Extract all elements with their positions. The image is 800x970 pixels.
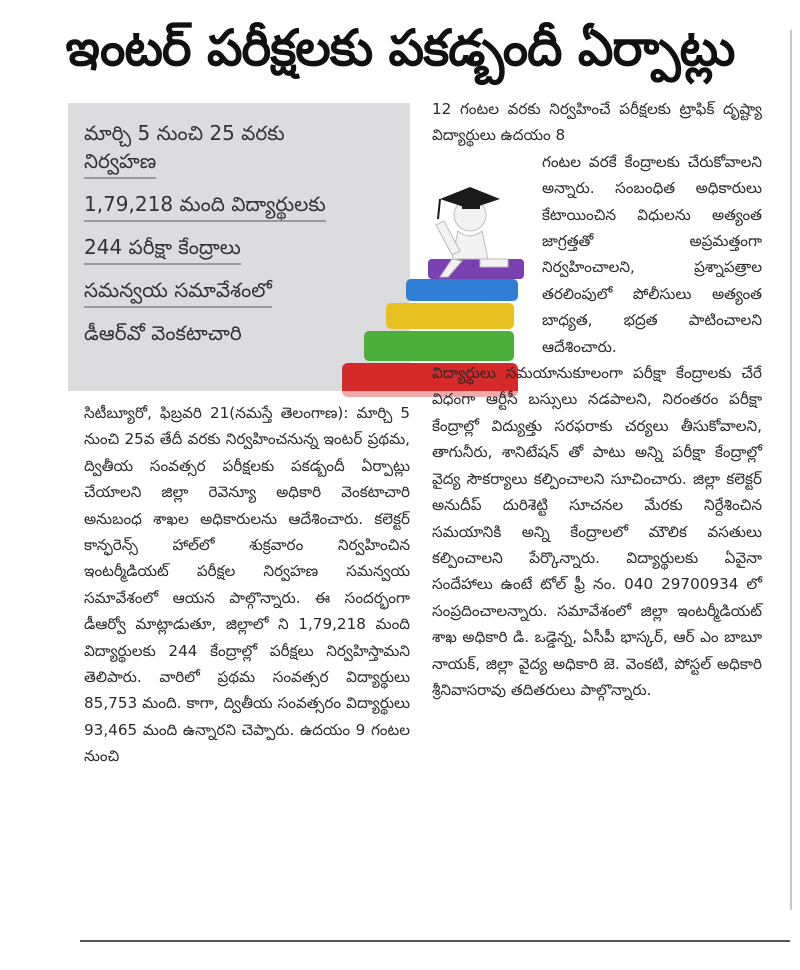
summary-line: 244 పరీక్షా కేంద్రాలు	[84, 233, 241, 265]
summary-line: డీఆర్‌వో వెంకటాచారి	[84, 321, 242, 345]
summary-line: సమన్వయ సమావేశంలో	[84, 276, 272, 308]
body-text: విద్యార్థులు సమయానుకూలంగా పరీక్షా కేంద్రాలకు చేరే విధంగా ఆర్టీసీ బస్సులు నడపాలని, నిరంతరం పరీక్షా కేంద్రాల్లో విద్యుత్తు సరఫరాకు చర్యలు తీసుకోవాలని, తాగునీరు, శానిటేషన్ తో పాటు అన్ని పరీక్షా కేంద్రాల్లో వైద్య సౌకర్యాలు కల్పించాలని సూచించారు. జిల్లా కలెక్టర్ అనుదీప్ దురిశెట్టి సూచనల మేరకు నిర్దేశించిన సమయానికి అన్ని కేంద్రాలలో మౌలిక వసతులు కల్పించాలని పేర్కొన్నారు. విద్యార్థులకు ఏవైనా సందేహాలు ఉంటే టోల్ ఫ్రీ నం. 040 29700934 లో సంప్రదించాలన్నారు. సమావేశంలో జిల్లా ఇంటర్మీడియట్ శాఖ అధికారి డి. ఒడ్డెన్న, ఏసీపీ భాస్కర్, ఆర్ ఎం బాబూ నాయక్, జిల్లా వైద్య అధికారి జె. వెంకటి, పోస్టల్ అధికారి శ్రీనివాసరావు తదితరులు పాల్గొన్నారు.	[432, 364, 762, 699]
headline: ఇంటర్ పరీక్షలకు పకడ్బందీ ఏర్పాట్లు	[65, 19, 735, 77]
summary-line: నిర్వహణ	[84, 147, 156, 179]
body-text: సిటీబ్యూరో, ఫిబ్రవరి 21(నమస్తే తెలంగాణ): మార్చి 5 నుంచి 25వ తేదీ వరకు నిర్వహించనున్న ఇంటర్ ప్రథమ, ద్వితీయ సంవత్సర పరీక్షలకు పకడ్బందీ ఏర్పాట్లు చేయాలని జిల్లా రెవెన్యూ అధికారి వెంకటాచారి అనుబంధ శాఖల అధికారులను ఆదేశించారు. కలెక్టర్ కాన్ఫరెన్స్ హాల్‌లో శుక్రవారం నిర్వహించిన ఇంటర్మీడియట్ పరీక్షల నిర్వహణ సమన్వయ సమావేశంలో ఆయన పాల్గొన్నారు. ఈ సందర్భంగా డీఆర్వో మాట్లాడుతూ, జిల్లాలో ని 1,79,218 మంది విద్యార్థులకు 244 కేంద్రాల్లో పరీక్షలు నిర్వహిస్తామని తెలిపారు. వారిలో ప్రథమ సంవత్సర విద్యార్థులు 85,753 మంది. కాగా, ద్వితీయ సంవత్సరం విద్యార్థులు 93,465 మంది ఉన్నారని చెప్పారు. ఉదయం 9 గంటల నుంచి	[84, 404, 410, 766]
column-divider	[790, 30, 792, 910]
summary-line: 1,79,218 మంది విద్యార్థులకు	[84, 190, 326, 222]
body-text: గంటల వరకే కేంద్రాలకు చేరుకోవాలని అన్నారు. సంబంధిత అధికారులు కేటాయించిన విధులను అత్యంత జాగ్రత్తతో అప్రమత్తంగా నిర్వహించాలని, ప్రశ్నాపత్రాల తరలింపులో పోలీసులు అత్యంత బాధ్యత, భద్రత పాటించాలని ఆదేశించారు.	[542, 152, 762, 356]
left-column	[84, 400, 410, 770]
body-text: 12 గంటల వరకు నిర్వహించే పరీక్షలకు ట్రాఫిక్ దృష్ట్యా విద్యార్థులు ఉదయం 8	[432, 100, 762, 145]
bottom-divider	[80, 940, 790, 942]
summary-line: మార్చి 5 నుంచి 25 వరకు	[84, 121, 285, 145]
right-column	[432, 96, 762, 703]
